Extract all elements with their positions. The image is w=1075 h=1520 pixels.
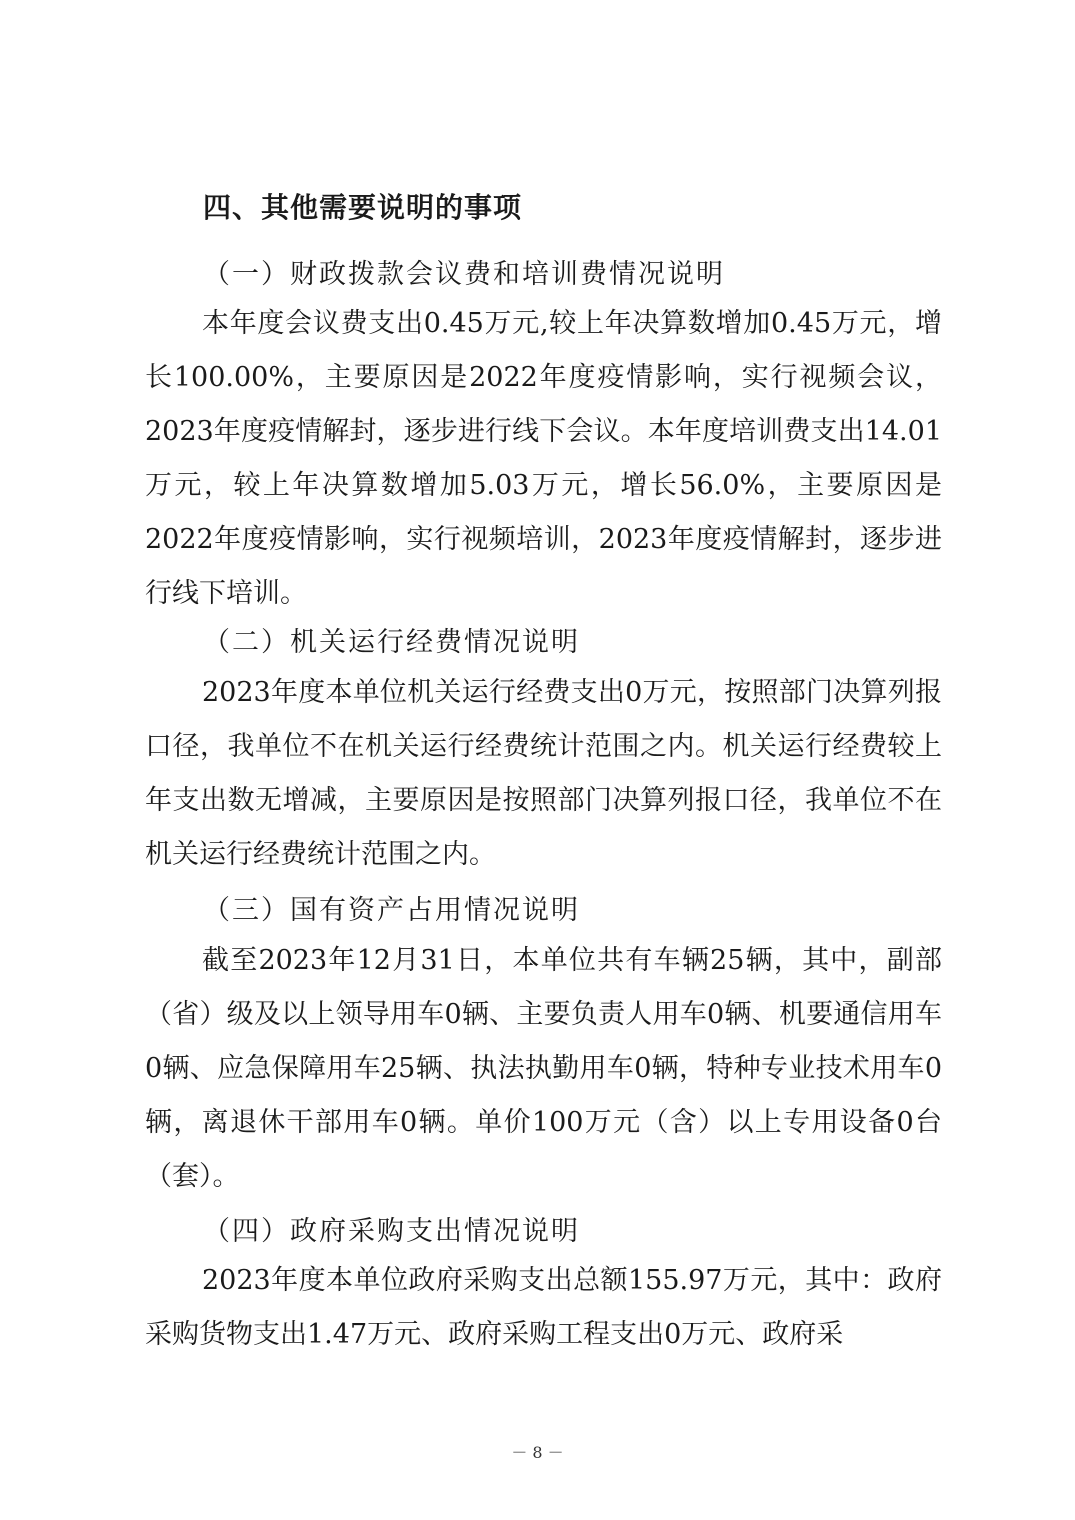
paragraph-state-assets: 截至2023年12月31日，本单位共有车辆25辆，其中，副部（省）级及以上领导用车0辆、主要负责人用车0辆、机要通信用车0辆、应急保障用车25辆、执法执勤用车0辆，特种专业技术用车0辆，离退休干部用车0辆。单价100万元（含）以上专用设备0台（套）。	[145, 945, 942, 1192]
subsection-title-state-assets: （三）国有资产占用情况说明	[203, 895, 580, 926]
section-heading: 四、其他需要说明的事项	[203, 191, 523, 224]
subsection-title-operating-expenses: （二）机关运行经费情况说明	[203, 627, 580, 658]
paragraph-operating-expenses: 2023年度本单位机关运行经费支出0万元，按照部门决算列报口径，我单位不在机关运行经费统计范围之内。机关运行经费较上年支出数无增减，主要原因是按照部门决算列报口径，我单位不在机关运行经费统计范围之内。	[145, 677, 942, 870]
page-number: － 8 －	[511, 1443, 564, 1462]
subsection-title-procurement: （四）政府采购支出情况说明	[203, 1216, 580, 1247]
subsection-title-meeting-training: （一）财政拨款会议费和培训费情况说明	[203, 259, 725, 290]
paragraph-procurement: 2023年度本单位政府采购支出总额155.97万元，其中：政府采购货物支出1.47万元、政府采购工程支出0万元、政府采	[145, 1265, 942, 1350]
paragraph-meeting-training: 本年度会议费支出0.45万元,较上年决算数增加0.45万元，增长100.00%，主要原因是2022年度疫情影响，实行视频会议，2023年度疫情解封，逐步进行线下会议。本年度培训费支出14.01万元，较上年决算数增加5.03万元，增长56.0%，主要原因是2022年度疫情影响，实行视频培训，2023年度疫情解封，逐步进行线下培训。	[145, 308, 942, 609]
